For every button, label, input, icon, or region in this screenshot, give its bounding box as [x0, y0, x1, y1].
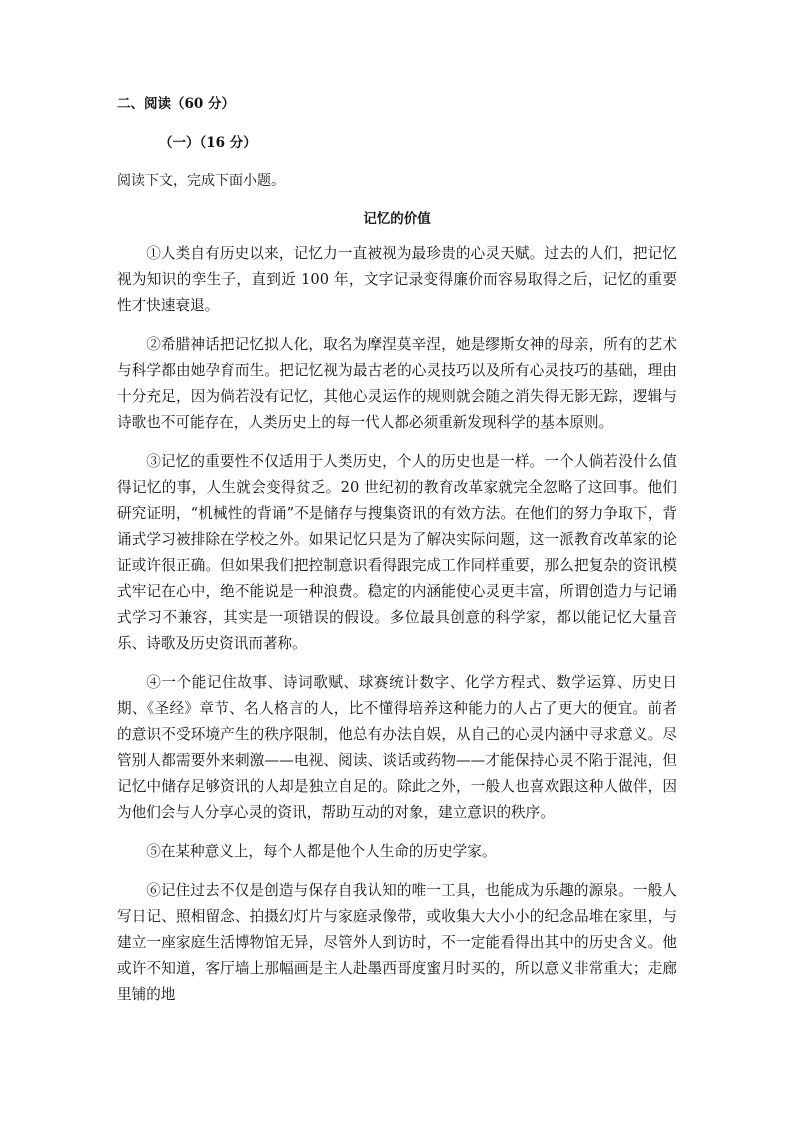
paragraph-3: ③记忆的重要性不仅适用于人类历史，个人的历史也是一样。一个人倘若没什么值得记忆的事，人生就会变得贫乏。20 世纪初的教育改革家就完全忽略了这回事。他们研究证明，“机械性的背诵”不是储存与搜集资讯的有效方法。在他们的努力争取下，背诵式学习被排除在学校之外。如果记忆只是为了解决实际问题，这一派教育改革家的论证或许很正确。但如果我们把控制意识看得跟完成工作同样重要，那么把复杂的资讯模式牢记在心中，绝不能说是一种浪费。稳定的内涵能使心灵更丰富，所谓创造力与记诵式学习不兼容，其实是一项错误的假设。多位最具创意的科学家，都以能记忆大量音乐、诗歌及历史资讯而著称。 [117, 453, 677, 652]
paragraph-1: ①人类自有历史以来，记忆力一直被视为最珍贵的心灵天赋。过去的人们，把记忆视为知识的孪生子，直到近 100 年，文字记录变得廉价而容易取得之后，记忆的重要性才快速衰退。 [117, 245, 677, 314]
sub-heading: （一）（16 分） [159, 135, 257, 151]
reading-section [117, 94, 677, 1021]
instruction-text: 阅读下文，完成下面小题。 [117, 173, 285, 189]
paragraph-4: ④一个能记住故事、诗词歌赋、球赛统计数字、化学方程式、数学运算、历史日期、《圣经》章节、名人格言的人，比不懂得培养这种能力的人占了更大的便宜。前者的意识不受环境产生的秩序限制，他总有办法自娱，从自己的心灵内涵中寻求意义。尽管别人都需要外来刺激——电视、阅读、谈话或药物——才能保持心灵不陷于混沌，但记忆中储存足够资讯的人却是独立自足的。除此之外，一般人也喜欢跟这种人做伴，因为他们会与人分享心灵的资讯，帮助互动的对象，建立意识的秩序。 [117, 674, 677, 821]
paragraph-6: ⑥记住过去不仅是创造与保存自我认知的唯一工具，也能成为乐趣的源泉。一般人写日记、照相留念、拍摄幻灯片与家庭录像带，或收集大大小小的纪念品堆在家里，与建立一座家庭生活博物馆无异，尽管外人到访时，不一定能看得出其中的历史含义。他或许不知道，客厅墙上那幅画是主人赴墨西哥度蜜月时买的，所以意义非常重大；走廊里铺的地 [117, 882, 677, 1003]
paragraph-2: ②希腊神话把记忆拟人化，取名为摩涅莫辛涅，她是缪斯女神的母亲，所有的艺术与科学都由她孕育而生。把记忆视为最古老的心灵技巧以及所有心灵技巧的基础，理由十分充足，因为倘若没有记忆，其他心灵运作的规则就会随之消失得无影无踪，逻辑与诗歌也不可能存在，人类历史上的每一代人都必须重新发现科学的基本原则。 [117, 336, 677, 431]
paragraph-5: ⑤在某种意义上，每个人都是他个人生命的历史学家。 [146, 843, 497, 860]
article-title: 记忆的价值 [363, 211, 431, 227]
section-heading: 二、阅读（60 分） [117, 96, 235, 112]
